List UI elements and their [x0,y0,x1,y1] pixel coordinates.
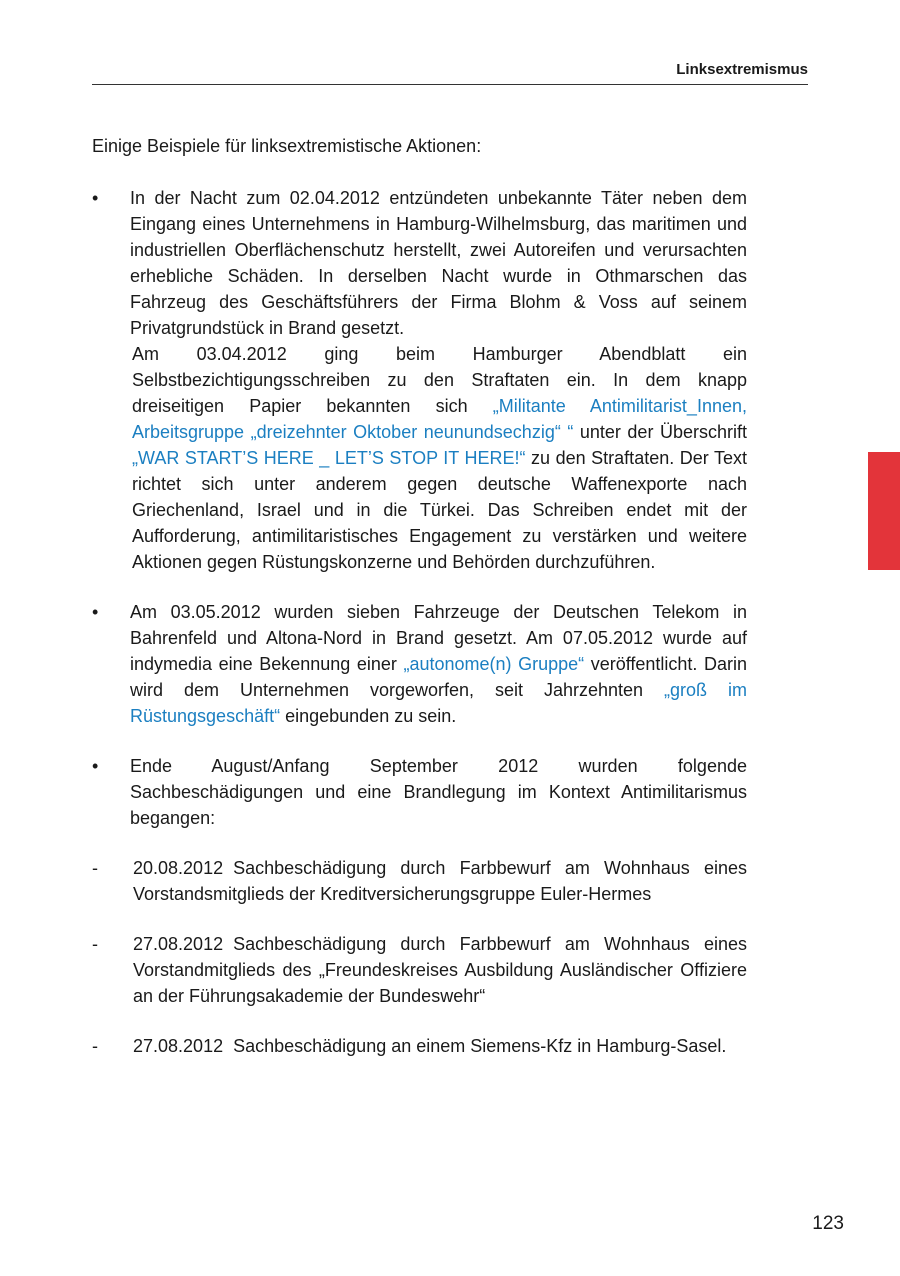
quoted-highlight: „WAR START’S HERE _ LET’S STOP IT HERE!“ [132,448,526,468]
bullet-marker: • [92,188,99,208]
dash-list-item [92,931,747,1009]
text-run: Am 03.04.2012 ging beim Hamburger Abendblatt ein Selbstbezichtigungsschreiben zu den Straftaten ein. In dem knapp dreiseitigen Papier bekannten sich [132,344,747,416]
incident-date: 27.08.2012 [133,1036,224,1056]
running-header-title: Linksextremismus [676,61,808,78]
incident-description: Sachbeschädigung durch Farbbewurf am Wohnhaus eines Vorstandmitglieds des „Freundeskreises Ausbildung Ausländischer Offiziere an der Führungsakademie der Bundeswehr“ [133,934,747,1006]
paragraph [130,599,747,729]
paragraph [130,341,747,575]
list-item [92,599,747,729]
paragraph [133,855,747,907]
dash-marker: - [92,858,98,878]
intro-text: Einige Beispiele für linksextremistische Aktionen: [92,136,482,156]
dash-list-item [92,1033,747,1059]
text-run: unter der Überschrift [573,422,747,442]
main-content [92,133,747,1083]
dash-list-item [92,855,747,907]
incident-date: 20.08.2012 [133,858,224,878]
dash-marker: - [92,1036,98,1056]
list-item [92,753,747,831]
paragraph [133,931,747,1009]
paragraph: In der Nacht zum 02.04.2012 entzündeten unbekannte Täter neben dem Eingang eines Unternehmens in Hamburg-Wilhelmsburg, das maritimen und industriellen Oberflächenschutz herstellt, zwei Autoreifen und verursachten erhebliche Schäden. In derselben Nacht wurde in Othmarschen das Fahrzeug des Geschäftsführers der Firma Blohm & Voss auf seinem Privatgrundstück in Brand gesetzt. [130,188,747,338]
text-run: veröffentlicht. Darin wird dem Unternehmen vorgeworfen, seit Jahrzehnten [130,654,748,700]
incident-description: Sachbeschädigung durch Farbbewurf am Wohnhaus eines Vorstandsmitglieds der Kreditversicherungsgruppe Euler-Hermes [133,858,747,904]
quoted-highlight: „groß im Rüstungsgeschäft“ [130,680,747,726]
incident-description: Sachbeschädigung an einem Siemens-Kfz in Hamburg-Sasel. [233,1036,727,1056]
bullet-marker: • [92,756,99,776]
header-divider [92,84,808,85]
incident-date: 27.08.2012 [133,934,224,954]
chapter-thumb-tab [868,452,900,570]
dash-marker: - [92,934,98,954]
text-run: eingebunden zu sein. [280,706,457,726]
bullet-marker: • [92,602,99,622]
page-number: 123 [812,1213,844,1234]
paragraph: Ende August/Anfang September 2012 wurden folgende Sachbeschädigungen und eine Brandlegung im Kontext Antimilitarismus begangen: [130,756,747,828]
text-run: zu den Straftaten. Der Text richtet sich unter anderem gegen deutsche Waffenexporte nach Griechenland, Israel und in die Türkei. Das Schreiben endet mit der Aufforderung, antimilitaristisches Engagement zu verstärken und weitere Aktionen gegen Rüstungskonzerne und Behörden durchzuführen. [132,448,747,572]
list-item [92,185,747,575]
quoted-highlight: „autonome(n) Gruppe“ [403,654,585,674]
quoted-highlight: „Militante Antimilitarist_Innen, Arbeitsgruppe „dreizehnter Oktober neunundsechzig“ “ [132,396,747,442]
text-run: Am 03.05.2012 wurden sieben Fahrzeuge der Deutschen Telekom in Bahrenfeld und Altona-Nord in Brand gesetzt. Am 07.05.2012 wurde auf indymedia eine Bekennung einer [130,602,747,674]
paragraph [133,1033,747,1059]
